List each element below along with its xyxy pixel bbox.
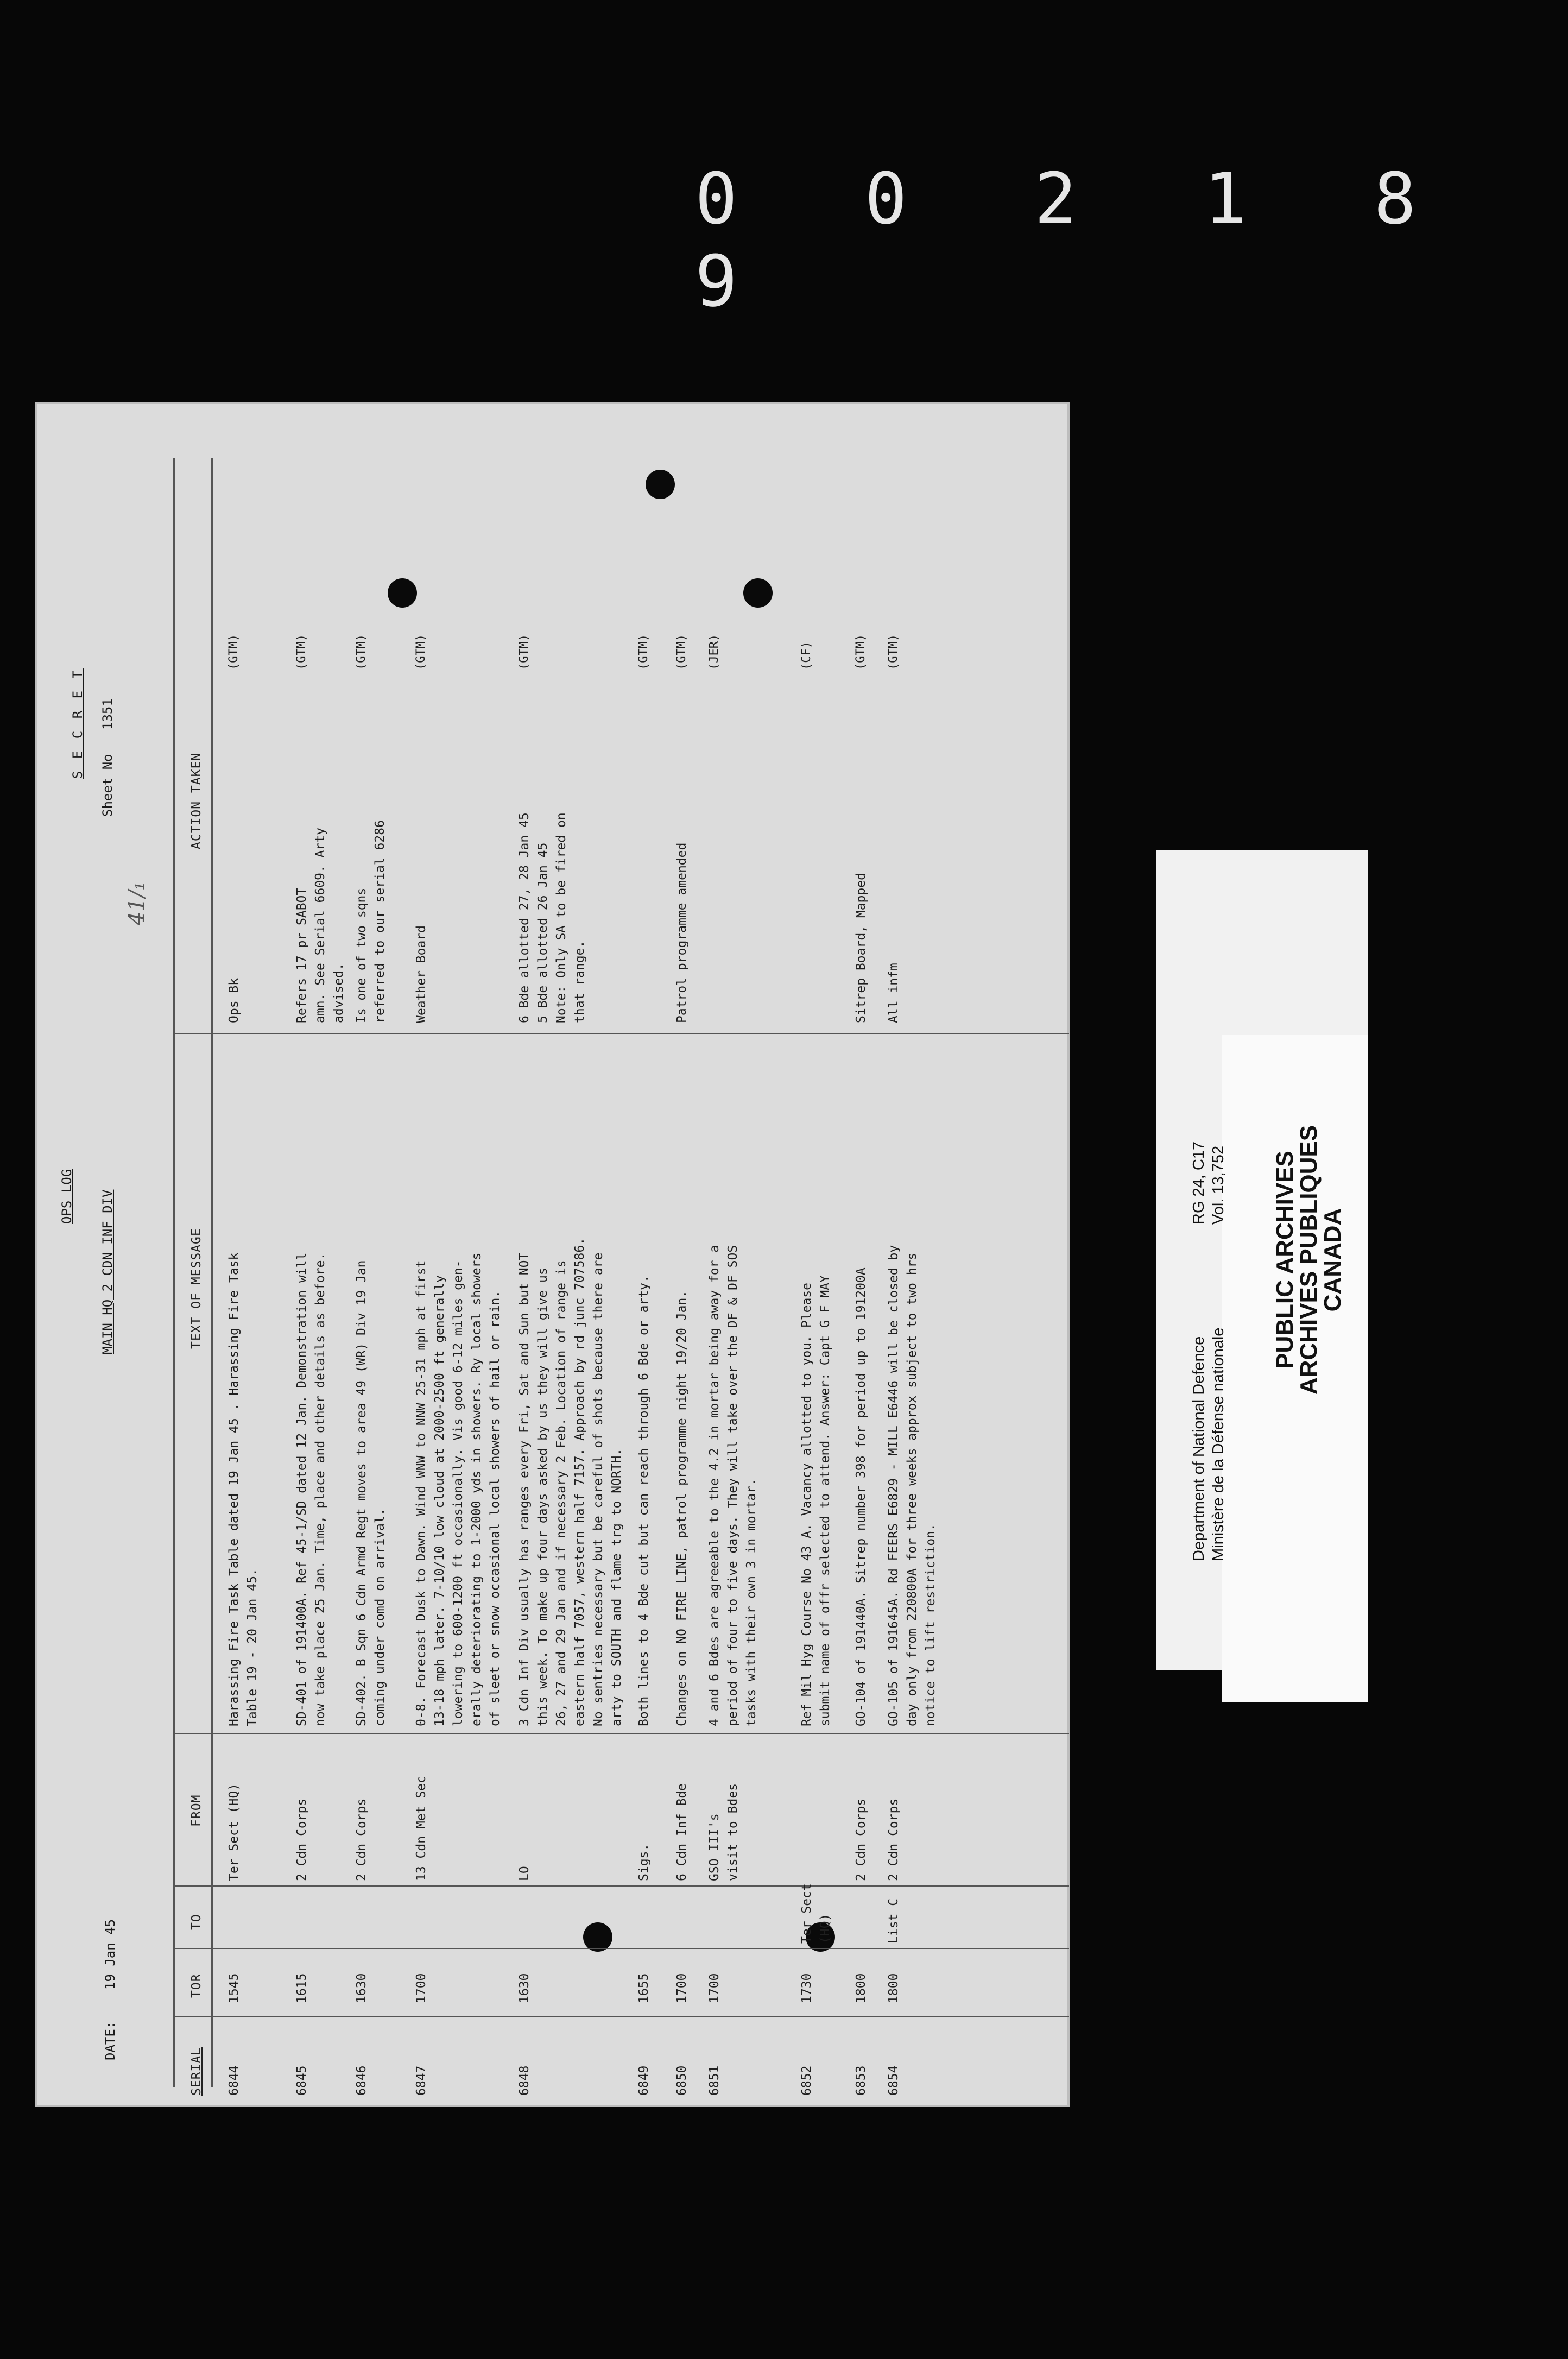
header-rule [173, 458, 175, 2087]
row-initials: (GTM) [227, 634, 241, 670]
row-text: SD-402. B Sqn 6 Cdn Armd Regt moves to area 49 (WR) Div 19 Jan coming under comd on arrival. [355, 1260, 387, 1726]
row-from: 2 Cdn Corps [854, 1798, 868, 1881]
row-from: 2 Cdn Corps [887, 1798, 901, 1881]
column-divider [173, 1885, 1069, 1887]
row-action: Refers 17 pr SABOT amn. See Serial 6609. Arty advised. [295, 827, 346, 1023]
row-tor: 1655 [637, 1973, 651, 2003]
row-initials: (JER) [707, 634, 721, 670]
row-from: 13 Cdn Met Sec [414, 1776, 428, 1881]
col-to: TO [189, 1914, 204, 1930]
log-subtitle: MAIN HQ 2 CDN INF DIV [100, 1189, 115, 1354]
row-serial: 6852 [800, 2065, 814, 2096]
row-initials: (CF) [800, 641, 813, 670]
row-action: Patrol programme amended [675, 842, 689, 1023]
row-action: All infm [887, 963, 901, 1023]
stamp-dept-en: Department of National Defence [1190, 1336, 1207, 1561]
row-tor: 1800 [887, 1973, 901, 2003]
row-action: Weather Board [414, 925, 428, 1023]
column-divider [173, 1033, 1069, 1034]
row-action: Sitrep Board, Mapped [854, 873, 868, 1023]
row-serial: 6845 [295, 2065, 309, 2096]
stamp-department [1189, 1328, 1228, 1561]
row-text: SD-401 of 191400A. Ref 45-1/SD dated 12 Jan. Demonstration will now take place 25 Jan. Time, place and other details as before. [295, 1252, 327, 1726]
row-initials: (GTM) [887, 634, 900, 670]
classification: S E C R E T [70, 668, 85, 779]
row-tor: 1545 [227, 1973, 241, 2003]
row-serial: 6849 [637, 2065, 651, 2096]
row-tor: 1700 [414, 1973, 428, 2003]
date-label: DATE: [103, 2021, 118, 2060]
archives-stamp-rotated [1156, 850, 1368, 1670]
row-tor: 1700 [707, 1973, 722, 2003]
sheet-number: 1351 [100, 698, 115, 730]
row-text: 0-8. Forecast Dusk to Dawn. Wind WNW to NNW 25-31 mph at first 13-18 mph later. 7-10/10 low cloud at 2000-2500 ft generally lowering to 600-1200 ft occasionally. Vis good 6-12 miles gen- erally deteriorating to 1-2000 yds in showers. Ry local showers of sleet or snow occasional local showers of hail or rain. [414, 1252, 502, 1726]
stamp-dept-fr: Ministère de la Défense nationale [1210, 1327, 1227, 1561]
row-text: GO-105 of 191645A. Rd FEERS E6829 - MILL E6446 will be closed by day only from 220800A for three weeks approx subject to two hrs notice to lift restriction. [887, 1245, 938, 1726]
row-text: Changes on NO FIRE LINE, patrol programme night 19/20 Jan. [675, 1290, 689, 1726]
row-initials: (GTM) [355, 634, 368, 670]
stamp-text-panel [1156, 958, 1368, 1561]
row-from: 2 Cdn Corps [295, 1798, 309, 1881]
date-value: 19 Jan 45 [103, 1919, 118, 1990]
row-initials: (GTM) [517, 634, 531, 670]
stamp-country: CANADA [1319, 1208, 1346, 1312]
row-tor: 1730 [800, 1973, 814, 2003]
col-text: TEXT OF MESSAGE [189, 1228, 204, 1349]
row-text: 4 and 6 Bdes are agreeable to the 4.2 in mortar being away for a period of four to five days. They will take over the DF & DF SOS tasks with their own 3 in mortar. [707, 1245, 758, 1726]
row-from: Ter Sect (HQ) [227, 1783, 241, 1881]
row-initials: (GTM) [295, 634, 308, 670]
log-title: OPS LOG [59, 1169, 74, 1224]
row-tor: 1615 [295, 1973, 309, 2003]
row-text: GO-104 of 191440A. Sitrep number 398 for period up to 191200A [854, 1267, 868, 1726]
stamp-reference [1189, 1141, 1228, 1225]
col-tor: TOR [189, 1973, 204, 1998]
stamp-ref-rg: RG 24, C17 [1190, 1141, 1207, 1225]
row-text: Harassing Fire Task Table dated 19 Jan 45 . Harassing Fire Task Table 19 - 20 Jan 45. [227, 1252, 260, 1726]
row-initials: (GTM) [414, 634, 428, 670]
row-action: Ops Bk [227, 977, 241, 1023]
ops-log-sheet [35, 402, 1070, 2107]
row-tor: 1630 [355, 1973, 369, 2003]
stamp-archives [1273, 958, 1345, 1561]
row-text: Both lines to 4 Bde cut but can reach through 6 Bde or arty. [637, 1275, 651, 1726]
col-serial: SERIAL [189, 2047, 204, 2096]
column-divider [173, 2016, 1069, 2017]
row-to: List C [887, 1898, 901, 1944]
row-serial: 6854 [887, 2065, 901, 2096]
row-tor: 1630 [517, 1973, 532, 2003]
col-from: FROM [189, 1794, 204, 1827]
row-text: Ref Mil Hyg Course No 43 A. Vacancy allotted to you. Please submit name of offr selected to attend. Answer: Capt G F MAY [800, 1275, 832, 1726]
row-serial: 6847 [414, 2065, 428, 2096]
row-from: GSO III's visit to Bdes [707, 1783, 740, 1881]
row-tor: 1800 [854, 1973, 868, 2003]
archives-stamp [1156, 850, 1368, 1670]
header-rule [211, 458, 213, 2087]
row-action: 6 Bde allotted 27, 28 Jan 45 5 Bde allotted 26 Jan 45 Note: Only SA to be fired on that range. [517, 812, 587, 1023]
frame-number: 0 0 2 1 8 9 [695, 157, 1459, 323]
punch-hole [646, 470, 675, 499]
punch-hole [583, 1922, 612, 1952]
row-action: Is one of two sqns referred to our serial 6286 [355, 820, 387, 1023]
row-from: LO [517, 1866, 532, 1881]
row-serial: 6853 [854, 2065, 868, 2096]
row-to: Ter Sect (HQ) [800, 1883, 832, 1944]
stamp-archives-fr: ARCHIVES PUBLIQUES [1295, 1125, 1322, 1395]
row-from: Sigs. [637, 1843, 651, 1881]
row-from: 2 Cdn Corps [355, 1798, 369, 1881]
row-tor: 1700 [675, 1973, 689, 2003]
row-serial: 6848 [517, 2065, 532, 2096]
row-text: 3 Cdn Inf Div usually has ranges every Fri, Sat and Sun but NOT this week. To make up four days asked by us they will give us 26, 27 and 29 Jan and if necessary 2 Feb. Location of range is eastern half 7057, western half 7157. Approach by rd junc 707586. No sentries necessary but be careful of shots because there are arty to SOUTH and flame trg to NORTH. [517, 1237, 624, 1726]
row-serial: 6846 [355, 2065, 369, 2096]
row-initials: (GTM) [854, 634, 868, 670]
stamp-ref-vol: Vol. 13,752 [1210, 1145, 1227, 1225]
row-serial: 6844 [227, 2065, 241, 2096]
ops-log-rotated-content [37, 404, 1072, 2109]
row-serial: 6851 [707, 2065, 722, 2096]
row-initials: (GTM) [675, 634, 688, 670]
column-divider [173, 1733, 1069, 1734]
punch-hole [743, 578, 773, 608]
handwritten-note: 41∕₁ [124, 881, 149, 925]
row-serial: 6850 [675, 2065, 689, 2096]
row-initials: (GTM) [637, 634, 650, 670]
punch-hole [388, 578, 417, 608]
row-from: 6 Cdn Inf Bde [675, 1783, 689, 1881]
stamp-archives-en: PUBLIC ARCHIVES [1272, 1151, 1298, 1369]
sheet-label: Sheet No [100, 754, 115, 817]
col-action: ACTION TAKEN [189, 752, 204, 849]
